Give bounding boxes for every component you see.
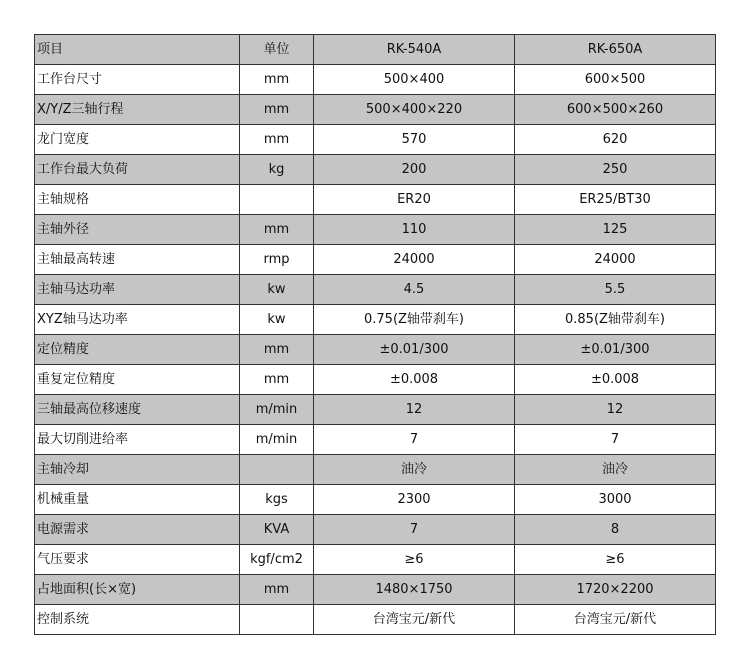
- table-row: [35, 95, 716, 125]
- header-model-a: RK-540A: [314, 35, 515, 65]
- spec-unit-cell: mm: [240, 215, 314, 245]
- spec-unit-cell: [240, 455, 314, 485]
- table-row: [35, 335, 716, 365]
- spec-name-cell: 工作台尺寸: [35, 65, 240, 95]
- spec-value-b-cell: 250: [515, 155, 716, 185]
- spec-value-a-cell: ER20: [314, 185, 515, 215]
- table-row: [35, 425, 716, 455]
- table-row: [35, 395, 716, 425]
- spec-value-b-cell: ±0.008: [515, 365, 716, 395]
- spec-name-cell: 重复定位精度: [35, 365, 240, 395]
- spec-name-cell: XYZ轴马达功率: [35, 305, 240, 335]
- table-row: [35, 245, 716, 275]
- spec-name-cell: 主轴冷却: [35, 455, 240, 485]
- spec-value-a-cell: 24000: [314, 245, 515, 275]
- spec-name-cell: 三轴最高位移速度: [35, 395, 240, 425]
- spec-unit-cell: mm: [240, 65, 314, 95]
- spec-unit-cell: kw: [240, 275, 314, 305]
- spec-unit-cell: m/min: [240, 395, 314, 425]
- spec-value-b-cell: 620: [515, 125, 716, 155]
- spec-value-a-cell: 台湾宝元/新代: [314, 605, 515, 635]
- spec-unit-cell: mm: [240, 335, 314, 365]
- spec-value-b-cell: 24000: [515, 245, 716, 275]
- spec-name-cell: 气压要求: [35, 545, 240, 575]
- spec-value-a-cell: 500×400: [314, 65, 515, 95]
- spec-unit-cell: mm: [240, 365, 314, 395]
- spec-value-b-cell: ≥6: [515, 545, 716, 575]
- spec-value-b-cell: 0.85(Z轴带刹车): [515, 305, 716, 335]
- spec-name-cell: 机械重量: [35, 485, 240, 515]
- spec-value-b-cell: 1720×2200: [515, 575, 716, 605]
- spec-value-b-cell: 600×500: [515, 65, 716, 95]
- spec-value-b-cell: 5.5: [515, 275, 716, 305]
- table-row: [35, 455, 716, 485]
- spec-unit-cell: [240, 605, 314, 635]
- table-row: [35, 575, 716, 605]
- spec-table: [34, 34, 716, 635]
- table-row: [35, 275, 716, 305]
- spec-value-b-cell: ±0.01/300: [515, 335, 716, 365]
- spec-value-a-cell: ≥6: [314, 545, 515, 575]
- spec-name-cell: 控制系统: [35, 605, 240, 635]
- spec-name-cell: 龙门宽度: [35, 125, 240, 155]
- spec-value-b-cell: 3000: [515, 485, 716, 515]
- header-unit: 单位: [240, 35, 314, 65]
- spec-value-a-cell: 2300: [314, 485, 515, 515]
- spec-unit-cell: kg: [240, 155, 314, 185]
- table-row: [35, 125, 716, 155]
- spec-value-a-cell: 7: [314, 515, 515, 545]
- header-item: 项目: [35, 35, 240, 65]
- table-row: [35, 155, 716, 185]
- spec-value-b-cell: 7: [515, 425, 716, 455]
- table-row: [35, 305, 716, 335]
- spec-name-cell: 电源需求: [35, 515, 240, 545]
- table-row: [35, 485, 716, 515]
- spec-name-cell: X/Y/Z三轴行程: [35, 95, 240, 125]
- spec-value-a-cell: 570: [314, 125, 515, 155]
- spec-value-a-cell: 1480×1750: [314, 575, 515, 605]
- spec-value-a-cell: ±0.01/300: [314, 335, 515, 365]
- spec-value-a-cell: 12: [314, 395, 515, 425]
- spec-name-cell: 占地面积(长×宽): [35, 575, 240, 605]
- spec-unit-cell: mm: [240, 575, 314, 605]
- spec-value-a-cell: 200: [314, 155, 515, 185]
- spec-value-b-cell: 600×500×260: [515, 95, 716, 125]
- table-row: [35, 215, 716, 245]
- spec-unit-cell: KVA: [240, 515, 314, 545]
- table-row: [35, 65, 716, 95]
- spec-value-b-cell: 油冷: [515, 455, 716, 485]
- table-row: [35, 545, 716, 575]
- spec-value-a-cell: 油冷: [314, 455, 515, 485]
- spec-value-b-cell: 台湾宝元/新代: [515, 605, 716, 635]
- header-model-b: RK-650A: [515, 35, 716, 65]
- spec-unit-cell: kgf/cm2: [240, 545, 314, 575]
- table-row: [35, 515, 716, 545]
- spec-unit-cell: rmp: [240, 245, 314, 275]
- spec-name-cell: 主轴规格: [35, 185, 240, 215]
- spec-value-a-cell: 110: [314, 215, 515, 245]
- spec-unit-cell: mm: [240, 95, 314, 125]
- spec-name-cell: 最大切削进给率: [35, 425, 240, 455]
- spec-unit-cell: mm: [240, 125, 314, 155]
- spec-unit-cell: kw: [240, 305, 314, 335]
- spec-unit-cell: [240, 185, 314, 215]
- table-row: [35, 185, 716, 215]
- table-row: [35, 605, 716, 635]
- spec-value-b-cell: ER25/BT30: [515, 185, 716, 215]
- spec-name-cell: 主轴最高转速: [35, 245, 240, 275]
- spec-name-cell: 主轴外径: [35, 215, 240, 245]
- spec-name-cell: 定位精度: [35, 335, 240, 365]
- spec-name-cell: 主轴马达功率: [35, 275, 240, 305]
- spec-value-a-cell: 4.5: [314, 275, 515, 305]
- spec-table-body: [35, 35, 716, 635]
- spec-unit-cell: kgs: [240, 485, 314, 515]
- spec-unit-cell: m/min: [240, 425, 314, 455]
- spec-value-b-cell: 8: [515, 515, 716, 545]
- table-header-row: [35, 35, 716, 65]
- spec-value-b-cell: 12: [515, 395, 716, 425]
- spec-value-a-cell: ±0.008: [314, 365, 515, 395]
- spec-value-a-cell: 7: [314, 425, 515, 455]
- spec-name-cell: 工作台最大负荷: [35, 155, 240, 185]
- spec-value-a-cell: 500×400×220: [314, 95, 515, 125]
- spec-value-a-cell: 0.75(Z轴带刹车): [314, 305, 515, 335]
- table-row: [35, 365, 716, 395]
- spec-value-b-cell: 125: [515, 215, 716, 245]
